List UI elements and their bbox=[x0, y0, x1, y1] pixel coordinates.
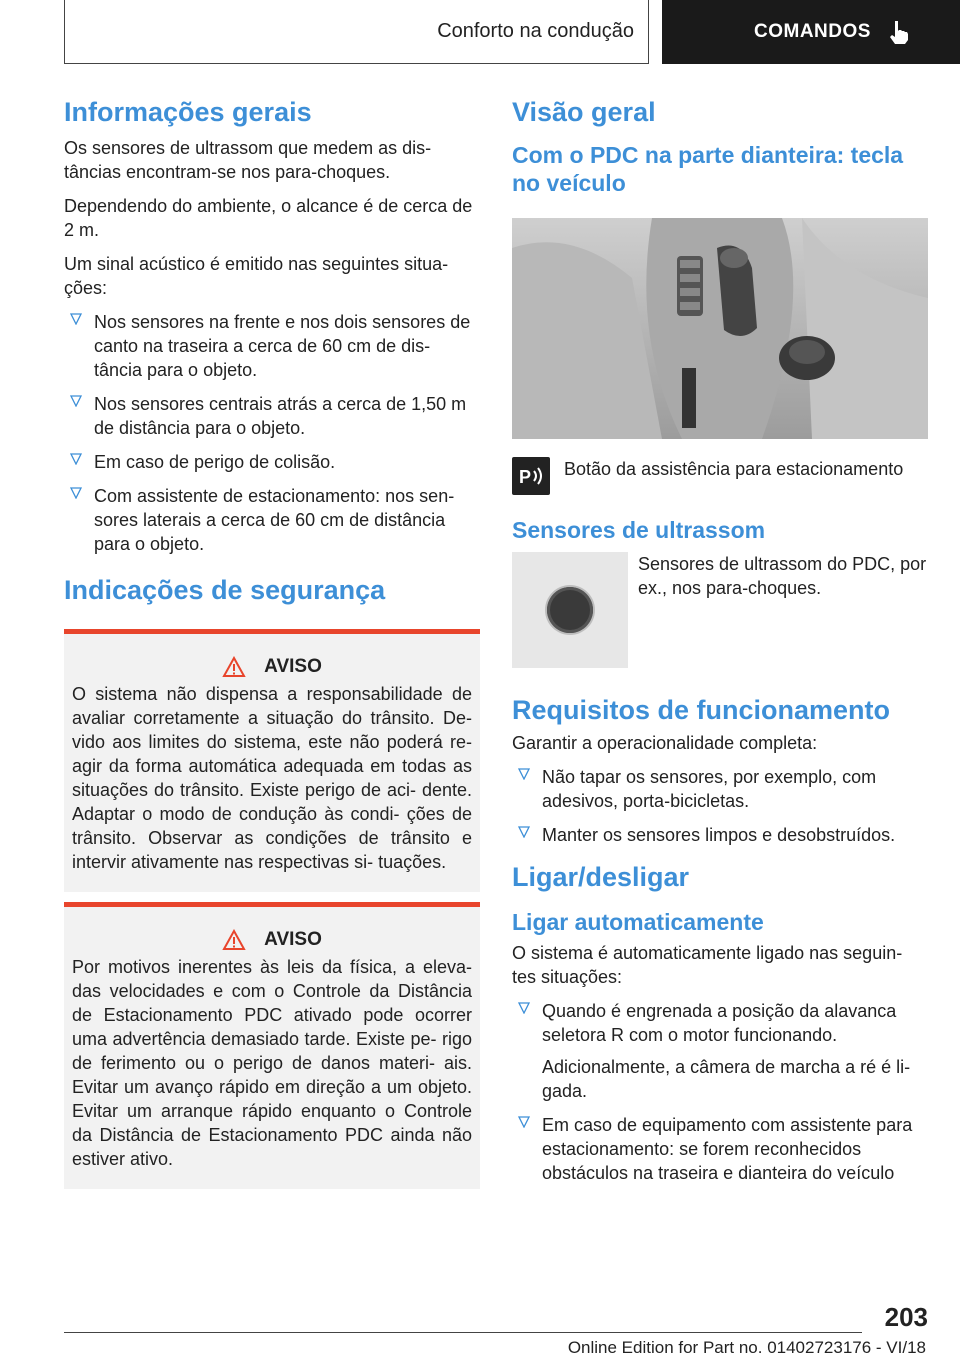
edition-note: Online Edition for Part no. 01402723176 - VI/18 bbox=[567, 1338, 926, 1357]
section-title: Conforto na condução bbox=[437, 20, 634, 42]
heading-safety: Indicações de segurança bbox=[64, 575, 386, 606]
park-assist-button-icon bbox=[512, 457, 550, 495]
list-item: Nos sensores centrais atrás a cerca de 1,50 m de distância para o objeto. bbox=[64, 392, 480, 440]
triangle-bullet-icon bbox=[518, 826, 530, 838]
right-column bbox=[512, 96, 928, 1195]
paragraph: Garantir a operacionalidade completa: bbox=[512, 732, 818, 753]
heading-sensors: Sensores de ultrassom bbox=[512, 516, 766, 543]
triangle-bullet-icon bbox=[518, 1116, 530, 1128]
header-section-title bbox=[64, 0, 649, 64]
warning-triangle-icon bbox=[222, 929, 246, 951]
caption-text: Botão da assistência para estacionamento bbox=[564, 458, 904, 479]
warning-text: O sistema não dispensa a responsabilidade de avaliar corretamente a situação do trânsito. De- vido aos limites do sistema, este não poderá re- agir da forma automática adequada em todas as situações do trânsito. Existe perigo de aci- dente. Adaptar o modo de condução às condi- ções de trânsito. Observar as condições de trânsito e intervir ativamente nas respectivas si- tuações. bbox=[72, 683, 472, 872]
center-console-image bbox=[512, 218, 928, 439]
list-item: Em caso de equipamento com assistente para estacionamento: se forem reconhecidos obstáculos na traseira e dianteira do veículo bbox=[512, 1113, 928, 1185]
warning-text: Por motivos inerentes às leis da física, a eleva- das velocidades e com o Controle da Distância de Estacionamento PDC ativado pode ocorrer uma advertência demasiado tarde. Existe pe- rigo de ferimento ou o perigo de danos materi- ais. Evitar um avanço rápido em direção a um objeto. Evitar um arranque rápido enquanto o Controle da Distância de Estacionamento PDC ainda não estiver ativo. bbox=[72, 956, 472, 1169]
sensor-figure bbox=[512, 552, 928, 668]
page-number: 203 bbox=[884, 1302, 928, 1332]
list-item: Em caso de perigo de colisão. bbox=[64, 450, 480, 474]
pointing-hand-icon bbox=[885, 19, 911, 45]
heading-on-off: Ligar/desligar bbox=[512, 861, 690, 892]
heading-requirements: Requisitos de funcionamento bbox=[512, 695, 891, 726]
paragraph: Os sensores de ultrassom que medem as dis- tâncias encontram-se nos para-choques. bbox=[64, 138, 432, 183]
warning-title: AVISO bbox=[72, 929, 472, 951]
triangle-bullet-icon bbox=[518, 1002, 530, 1014]
heading-auto-on: Ligar automaticamente bbox=[512, 908, 764, 935]
auto-on-list bbox=[512, 999, 928, 1185]
warning-title: AVISO bbox=[72, 656, 472, 678]
ultrasonic-sensor-image bbox=[512, 552, 628, 668]
paragraph: Dependendo do ambiente, o alcance é de cerca de 2 m. bbox=[64, 196, 473, 241]
left-column bbox=[64, 96, 480, 1199]
triangle-bullet-icon bbox=[518, 768, 530, 780]
warning-box bbox=[64, 629, 480, 892]
warning-triangle-icon bbox=[222, 656, 246, 678]
list-item: Manter os sensores limpos e desobstruídos. bbox=[512, 823, 928, 847]
triangle-bullet-icon bbox=[70, 313, 82, 325]
heading-overview: Visão geral bbox=[512, 97, 656, 127]
list-item: Nos sensores na frente e nos dois sensores de canto na traseira a cerca de 60 cm de dis- tância para o objeto. bbox=[64, 310, 480, 382]
svg-text:P: P bbox=[519, 466, 532, 487]
list-item: Quando é engrenada a posição da alavanca seletora R com o motor funcionando. Adicionalmente, a câmera de marcha a ré é li- gada. bbox=[512, 999, 928, 1103]
sensor-description: Sensores de ultrassom do PDC, por ex., nos para-choques. bbox=[638, 554, 927, 599]
triangle-bullet-icon bbox=[70, 395, 82, 407]
paragraph: Um sinal acústico é emitido nas seguintes situa- ções: bbox=[64, 254, 449, 299]
signal-situations-list bbox=[64, 310, 480, 556]
list-item: Não tapar os sensores, por exemplo, com adesivos, porta-bicicletas. bbox=[512, 765, 928, 813]
triangle-bullet-icon bbox=[70, 487, 82, 499]
heading-front-pdc: Com o PDC na parte dianteira: tecla no veículo bbox=[512, 142, 904, 196]
header-chapter-tab[interactable] bbox=[662, 0, 960, 64]
warning-box bbox=[64, 902, 480, 1189]
figure-caption bbox=[512, 457, 928, 495]
triangle-bullet-icon bbox=[70, 453, 82, 465]
chapter-title: COMANDOS bbox=[754, 21, 871, 42]
heading-general-info: Informações gerais bbox=[64, 97, 312, 127]
footer-divider bbox=[64, 1332, 862, 1333]
paragraph: O sistema é automaticamente ligado nas seguin- tes situações: bbox=[512, 942, 903, 987]
list-item: Com assistente de estacionamento: nos sen- sores laterais a cerca de 60 cm de distância para o objeto. bbox=[64, 484, 480, 556]
requirements-list bbox=[512, 765, 928, 847]
